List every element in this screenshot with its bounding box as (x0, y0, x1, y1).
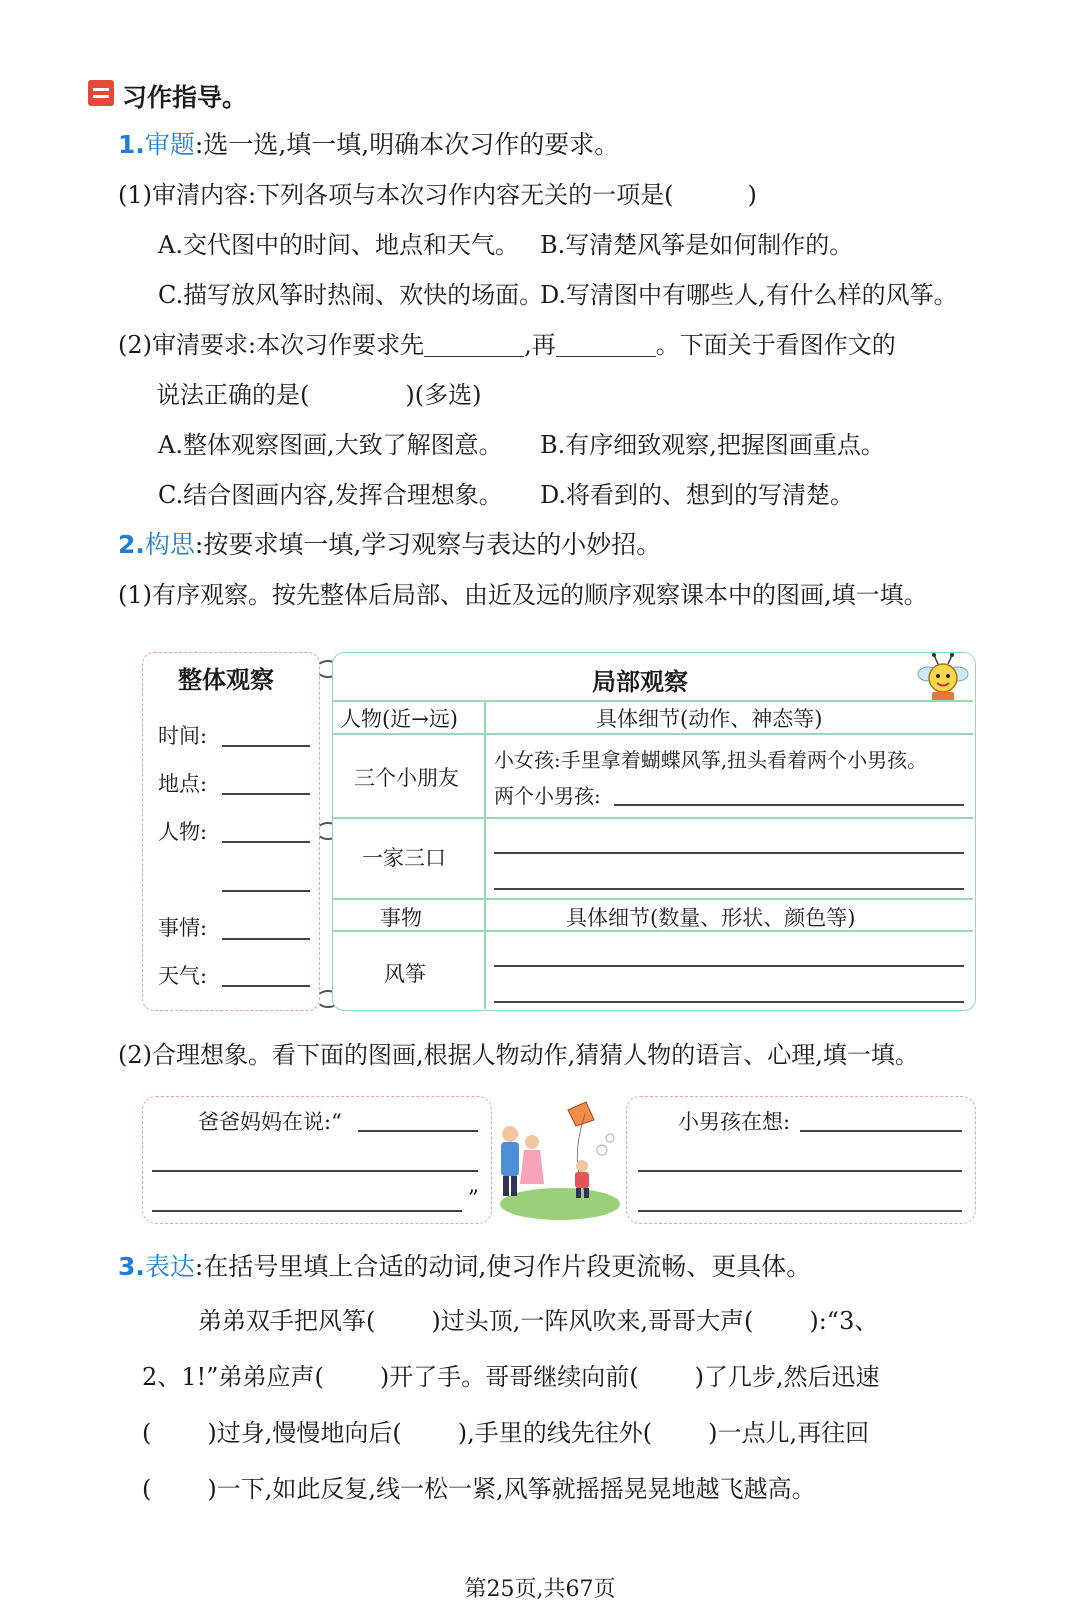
q1-tag: 审题 (144, 130, 195, 159)
parents-say-label: 爸爸妈妈在说:“ (198, 1110, 342, 1134)
col2-header: 具体细节(动作、神态等) (596, 707, 823, 731)
q1-option-b[interactable]: B.写清楚风筝是如何制作的。 (540, 231, 854, 259)
table-rule (333, 733, 973, 735)
q1-sub1-stem: (1)审清内容:下列各项与本次习作内容无关的一项是( ) (118, 181, 757, 209)
fill-line[interactable] (494, 888, 964, 890)
col1-header-things: 事物 (380, 906, 422, 930)
q3-line-4: ( )一下,如此反复,线一松一紧,风筝就摇摇晃晃地越飞越高。 (142, 1475, 816, 1503)
fill-line[interactable] (494, 852, 964, 854)
kite-flying-family-illustration (490, 1100, 630, 1224)
fill-line[interactable] (638, 1210, 962, 1212)
q2-heading: 2.构思:按要求填一填,学习观察与表达的小妙招。 (118, 530, 662, 559)
fill-line[interactable] (638, 1170, 962, 1172)
row-three-kids: 三个小朋友 (354, 766, 459, 790)
overall-title: 整体观察 (178, 666, 274, 694)
fill-line[interactable] (222, 745, 310, 747)
q2-tag: 构思 (144, 530, 195, 559)
q3-line-2: 2、1!”弟弟应声( )开了手。哥哥继续向前( )了几步,然后迅速 (142, 1363, 880, 1391)
q1-sub2-option-b[interactable]: B.有序细致观察,把握图画重点。 (540, 431, 885, 459)
fill-line[interactable] (358, 1130, 478, 1132)
row-three-kids-detail: 小女孩:手里拿着蝴蝶风筝,扭头看着两个小男孩。 (494, 748, 928, 772)
fill-line[interactable] (222, 890, 310, 892)
q1-sub2-stem: (2)审清要求:本次习作要求先 ,再 。下面关于看图作文的 (118, 331, 896, 359)
fill-line[interactable] (222, 841, 310, 843)
fill-line[interactable] (614, 804, 964, 806)
table-divider (484, 700, 486, 1009)
fill-line[interactable] (494, 1001, 964, 1003)
section-title: 习作指导。 (122, 83, 248, 112)
q1-sub2-option-c[interactable]: C.结合图画内容,发挥合理想象。 (158, 481, 503, 509)
q3-line-1: 弟弟双手把风筝( )过头顶,一阵风吹来,哥哥大声( ):“3、 (198, 1307, 879, 1335)
fill-line[interactable] (152, 1210, 462, 1212)
q3-line-3: ( )过身,慢慢地向后( ),手里的线先往外( )一点儿,再往回 (142, 1419, 870, 1447)
label-weather: 天气: (158, 964, 208, 988)
label-time: 时间: (158, 724, 208, 748)
q2-sub2: (2)合理想象。看下面的图画,根据人物动作,猜猜人物的语言、心理,填一填。 (118, 1041, 919, 1069)
row-family: 一家三口 (362, 846, 446, 870)
q1-option-c[interactable]: C.描写放风筝时热闹、欢快的场面。 (158, 281, 544, 309)
table-rule (333, 700, 973, 702)
fill-line[interactable] (222, 985, 310, 987)
local-title: 局部观察 (592, 668, 688, 696)
close-quote: ” (468, 1186, 479, 1210)
page-footer: 第25页,共67页 (464, 1577, 616, 1602)
label-people: 人物: (158, 820, 208, 844)
q3-tag: 表达 (144, 1252, 195, 1281)
col1-header: 人物(近→远) (340, 707, 458, 731)
table-rule (333, 817, 973, 819)
fill-line[interactable] (494, 965, 964, 967)
q1-heading: 1.审题:选一选,填一填,明确本次习作的要求。 (118, 130, 620, 159)
label-place: 地点: (158, 772, 208, 796)
q2-sub1: (1)有序观察。按先整体后局部、由近及远的顺序观察课本中的图画,填一填。 (118, 581, 928, 609)
table-rule (333, 898, 973, 900)
fill-line[interactable] (152, 1170, 478, 1172)
q1-option-a[interactable]: A.交代图中的时间、地点和天气。 (158, 231, 519, 259)
q1-sub2-stem-cont: 说法正确的是( )(多选) (156, 381, 482, 409)
row-two-boys-label: 两个小男孩: (494, 784, 601, 808)
fill-line[interactable] (800, 1130, 962, 1132)
q1-sub2-option-d[interactable]: D.将看到的、想到的写清楚。 (540, 481, 855, 509)
fill-line[interactable] (222, 793, 310, 795)
boy-think-label: 小男孩在想: (678, 1110, 791, 1134)
row-kite: 风筝 (384, 962, 426, 986)
label-event: 事情: (158, 916, 208, 940)
fill-line[interactable] (222, 938, 310, 940)
q1-sub2-option-a[interactable]: A.整体观察图画,大致了解图意。 (158, 431, 503, 459)
fill-blank[interactable] (556, 334, 656, 357)
section-two-badge (88, 80, 114, 106)
fill-blank[interactable] (424, 334, 524, 357)
col2-header-things: 具体细节(数量、形状、颜色等) (566, 906, 856, 930)
q1-option-d[interactable]: D.写清图中有哪些人,有什么样的风筝。 (540, 281, 958, 309)
q3-heading: 3.表达:在括号里填上合适的动词,使习作片段更流畅、更具体。 (118, 1252, 812, 1281)
